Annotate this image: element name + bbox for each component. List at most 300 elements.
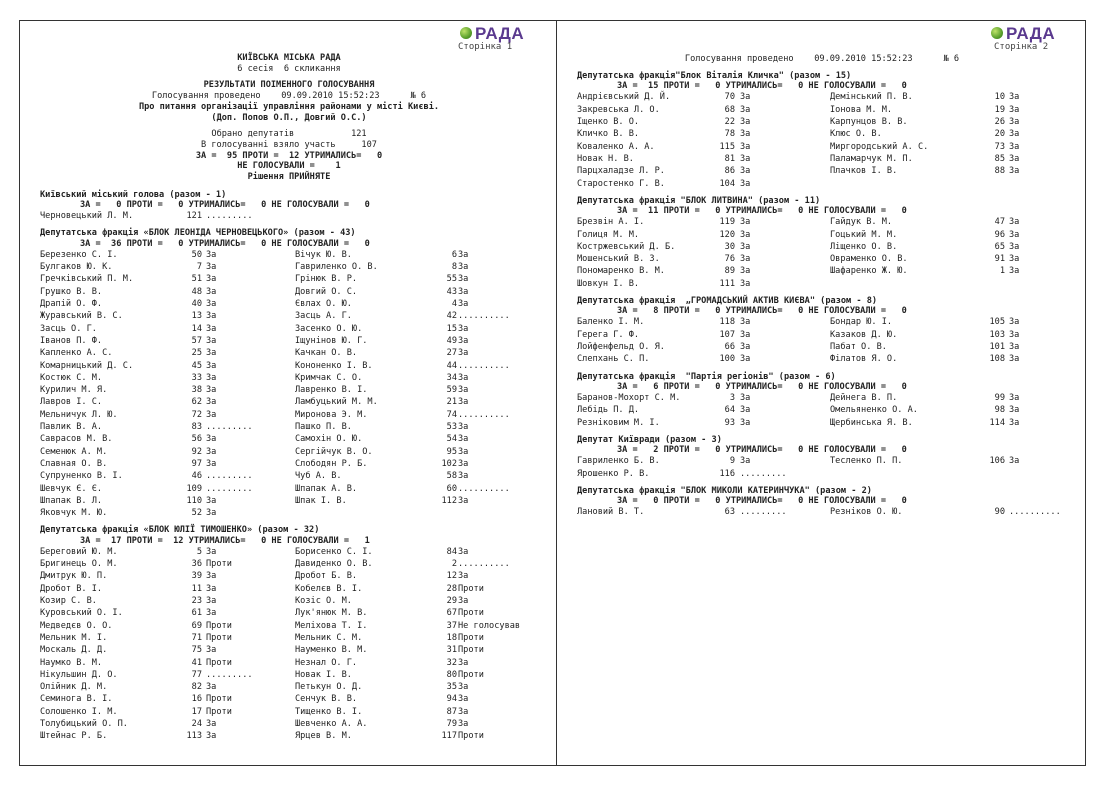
- deputy-name: Козіс О. М.: [295, 596, 352, 606]
- card-number: 15: [446, 323, 457, 334]
- deputy-name: Меліхова Т. І.: [295, 620, 368, 631]
- card-number: 19: [994, 104, 1005, 115]
- deputy-name: Гоцький М. М.: [830, 229, 898, 240]
- card-number: 52: [191, 508, 202, 519]
- deputy-name: Самохін О. Ю.: [295, 434, 363, 445]
- card-number: 40: [191, 299, 202, 309]
- card-number: 9: [729, 456, 735, 467]
- vote-result: За: [458, 335, 469, 346]
- card-number: 87: [446, 706, 457, 717]
- card-number: 37: [446, 620, 457, 631]
- card-number: 8: [451, 262, 457, 273]
- card-number: 47: [994, 217, 1005, 228]
- deputy-name: Кононенко І. В.: [295, 360, 373, 371]
- card-number: 54: [446, 434, 457, 445]
- card-number: 82: [191, 682, 202, 693]
- vote-result: За: [1009, 456, 1020, 467]
- deputy-name: Капленко А. С.: [40, 348, 113, 359]
- vote-result: За: [458, 596, 469, 606]
- deputy-name: Іонова М. М.: [830, 104, 893, 115]
- vote-result: За: [206, 731, 217, 742]
- vote-result: За: [458, 348, 469, 359]
- card-number: 20: [994, 129, 1005, 140]
- faction-title: Депутатська фракція "БЛОК ЛИТВИНА" (разом - 11): [577, 195, 821, 206]
- card-number: 71: [191, 632, 202, 643]
- vote-result: За: [458, 372, 469, 383]
- card-number: 63: [724, 507, 735, 518]
- deputy-name: Лановий В. Т.: [577, 507, 645, 518]
- vote-result: За: [206, 409, 217, 420]
- deputy-name: Ліщенко О. В.: [830, 241, 898, 252]
- header-line: Рішення ПРИЙНЯТЕ: [247, 172, 331, 182]
- vote-result: За: [458, 682, 469, 693]
- faction-vote-summary: ЗА = 15 ПРОТИ = 0 УТРИМАЛИСЬ= 0 НЕ ГОЛОСУВАЛИ = 0: [617, 81, 907, 92]
- deputy-name: Шевчук Є. Є.: [40, 483, 103, 494]
- vote-result: За: [1009, 229, 1020, 240]
- deputy-name: Саврасов М. В.: [40, 434, 113, 445]
- header-line: Голосування проведено 09.09.2010 15:52:23 № 6: [151, 91, 427, 102]
- header-line: РЕЗУЛЬТАТИ ПОІМЕННОГО ГОЛОСУВАННЯ: [203, 80, 375, 91]
- vote-result: За: [206, 682, 217, 693]
- vote-result: За: [740, 217, 751, 228]
- vote-result: .........: [206, 471, 253, 482]
- deputy-name: Голиця М. М.: [577, 229, 640, 240]
- deputy-name: Плачков І. В.: [830, 166, 898, 177]
- deputy-name: Науменко В. М.: [295, 645, 368, 656]
- vote-result: За: [740, 166, 751, 177]
- vote-result: Проти: [458, 608, 484, 619]
- card-number: 32: [446, 657, 457, 668]
- vote-result: За: [458, 323, 469, 334]
- vote-result: За: [206, 360, 217, 371]
- vote-result: За: [206, 311, 217, 322]
- deputy-name: Журавський В. С.: [40, 311, 123, 322]
- deputy-name: Дробот В. І.: [40, 583, 103, 594]
- vote-result: Проти: [206, 694, 232, 705]
- deputy-name: Березенко С. І.: [40, 249, 118, 260]
- deputy-name: Шафаренко Ж. Ю.: [830, 266, 908, 277]
- vote-result: За: [206, 596, 217, 606]
- deputy-name: Москаль Д. Д.: [40, 645, 108, 656]
- deputy-name: Бригинець О. М.: [40, 559, 118, 570]
- deputy-name: Лавров І. С.: [40, 397, 103, 408]
- deputy-name: Слободян Р. Б.: [295, 458, 368, 469]
- deputy-name: Іщенко В. О.: [577, 117, 640, 127]
- card-number: 116: [719, 468, 735, 479]
- deputy-name: Резніков О. Ю.: [830, 507, 903, 518]
- vote-result: За: [740, 141, 751, 152]
- deputy-name: Мельничук Л. Ю.: [40, 409, 118, 420]
- deputy-name: Давиденко О. В.: [295, 559, 373, 570]
- card-number: 108: [989, 354, 1005, 365]
- deputy-name: Демінський П. В.: [830, 92, 913, 103]
- card-number: 18: [446, 632, 457, 643]
- deputy-name: Кримчак С. О.: [295, 372, 363, 383]
- card-number: 48: [191, 286, 202, 297]
- vote-result: За: [740, 229, 751, 240]
- vote-result: За: [206, 299, 217, 309]
- deputy-name: Пашко П. В.: [295, 422, 352, 432]
- vote-result: За: [458, 422, 469, 432]
- vote-result: ..........: [458, 360, 510, 371]
- deputy-name: Довгий О. С.: [295, 286, 358, 297]
- deputy-name: Незнал О. Г.: [295, 657, 358, 668]
- card-number: 99: [994, 393, 1005, 403]
- vote-result: За: [1009, 92, 1020, 103]
- deputy-name: Наумко В. М.: [40, 657, 103, 668]
- card-number: 112: [441, 495, 457, 506]
- deputy-name: Козир С. В.: [40, 596, 97, 606]
- card-number: 43: [446, 286, 457, 297]
- card-number: 23: [191, 596, 202, 606]
- card-number: 95: [446, 446, 457, 457]
- vote-result: За: [1009, 141, 1020, 152]
- card-number: 115: [719, 141, 735, 152]
- deputy-name: Брезвін А. І.: [577, 217, 645, 228]
- card-number: 76: [724, 254, 735, 265]
- card-number: 34: [446, 372, 457, 383]
- card-number: 79: [446, 719, 457, 729]
- vote-result: За: [740, 342, 751, 352]
- deputy-name: Вічук Ю. В.: [295, 249, 352, 260]
- deputy-name: Засць О. Г.: [40, 323, 97, 334]
- deputy-name: Дробот Б. В.: [295, 571, 358, 582]
- deputy-name: Ярцев В. М.: [295, 731, 352, 742]
- deputy-name: Драпій О. Ф.: [40, 299, 103, 309]
- card-number: 11: [191, 583, 202, 594]
- card-number: 53: [446, 422, 457, 432]
- deputy-name: Супруненко В. І.: [40, 471, 123, 482]
- card-number: 68: [724, 104, 735, 115]
- deputy-name: Шовкун І. В.: [577, 278, 640, 289]
- deputy-name: Гречківський П. М.: [40, 274, 134, 285]
- vote-result: Проти: [206, 559, 232, 570]
- vote-result: За: [458, 657, 469, 668]
- faction-title: Депутат Київради (разом - 3): [577, 434, 722, 445]
- card-number: 14: [191, 323, 202, 334]
- card-number: 106: [989, 456, 1005, 467]
- faction-title: Депутатська фракція «БЛОК ЛЕОНІДА ЧЕРНОВЕЦЬКОГО» (разом - 43): [40, 228, 356, 239]
- deputy-name: Олійник Д. М.: [40, 682, 108, 693]
- vote-result: За: [740, 278, 751, 289]
- vote-result: За: [740, 317, 751, 328]
- deputy-name: Пабат О. В.: [830, 342, 887, 352]
- card-number: 60: [446, 483, 457, 494]
- card-number: 26: [994, 117, 1005, 127]
- vote-result: За: [458, 397, 469, 408]
- vote-result: Проти: [458, 669, 484, 680]
- vote-result: За: [206, 274, 217, 285]
- card-number: 114: [989, 417, 1005, 428]
- card-number: 117: [441, 731, 457, 742]
- card-number: 85: [994, 153, 1005, 164]
- card-number: 31: [446, 645, 457, 656]
- vote-result: За: [458, 299, 469, 309]
- deputy-name: Дейнега В. П.: [830, 393, 898, 403]
- deputy-name: Борисенко С. І.: [295, 546, 373, 557]
- card-number: 12: [446, 571, 457, 582]
- card-number: 91: [994, 254, 1005, 265]
- vote-result: .........: [740, 507, 787, 518]
- vote-result: За: [206, 335, 217, 346]
- vote-result: .........: [740, 468, 787, 479]
- vote-result: За: [740, 405, 751, 416]
- deputy-name: Петькун О. Д.: [295, 682, 363, 693]
- deputy-name: Резніковим М. І.: [577, 417, 660, 428]
- deputy-name: Пономаренко В. М.: [577, 266, 665, 277]
- card-number: 67: [446, 608, 457, 619]
- deputy-name: Береговий Ю. М.: [40, 546, 118, 557]
- vote-result: За: [206, 458, 217, 469]
- card-number: 77: [191, 669, 202, 680]
- deputy-name: Баленко І. М.: [577, 317, 645, 328]
- vote-result: ..........: [458, 483, 510, 494]
- deputy-name: Мельник С. М.: [295, 632, 363, 643]
- vote-result: За: [740, 117, 751, 127]
- deputy-name: Комарницький Д. С.: [40, 360, 134, 371]
- faction-title: Депутатська фракція"Блок Віталія Кличка" (разом - 15): [577, 71, 852, 81]
- faction-title: Депутатська фракція «БЛОК ЮЛІЇ ТИМОШЕНКО» (разом - 32): [40, 525, 320, 536]
- card-number: 21: [446, 397, 457, 408]
- deputy-name: Герега Г. Ф.: [577, 329, 640, 340]
- card-number: 2: [451, 559, 457, 570]
- vote-result: За: [1009, 117, 1020, 127]
- vote-result: За: [1009, 129, 1020, 140]
- card-number: 49: [446, 335, 457, 346]
- vote-result: ..........: [1009, 507, 1061, 518]
- vote-result: Проти: [458, 731, 484, 742]
- vote-result: За: [458, 719, 469, 729]
- card-number: 86: [724, 166, 735, 177]
- vote-result: За: [740, 393, 751, 403]
- deputy-name: Ярошенко Р. В.: [577, 468, 650, 479]
- faction-vote-summary: ЗА = 0 ПРОТИ = 0 УТРИМАЛИСЬ= 0 НЕ ГОЛОСУВАЛИ = 0: [80, 199, 370, 210]
- deputy-name: Іщунінов Ю. Г.: [295, 335, 368, 346]
- vote-result: За: [206, 372, 217, 383]
- vote-result: За: [1009, 329, 1020, 340]
- vote-result: За: [1009, 266, 1020, 277]
- card-number: 102: [441, 458, 457, 469]
- card-number: 104: [719, 178, 735, 189]
- deputy-name: Дмитрук Ю. П.: [40, 571, 108, 582]
- vote-result: За: [206, 262, 217, 273]
- card-number: 119: [719, 217, 735, 228]
- deputy-name: Гавриленко Б. В.: [577, 456, 660, 467]
- card-number: 5: [196, 546, 202, 557]
- card-number: 50: [191, 249, 202, 260]
- card-number: 88: [994, 166, 1005, 177]
- card-number: 121: [186, 211, 202, 222]
- card-number: 66: [724, 342, 735, 352]
- vote-result: За: [458, 249, 469, 260]
- deputy-name: Яковчук М. Ю.: [40, 508, 108, 519]
- card-number: 55: [446, 274, 457, 285]
- header-line: КИЇВСЬКА МІСЬКА РАДА: [237, 53, 341, 63]
- deputy-name: Шпапак В. Л.: [40, 495, 103, 506]
- deputy-name: Новак І. В.: [295, 669, 352, 680]
- deputy-name: Мельник М. І.: [40, 632, 108, 643]
- deputy-name: Карпунцов В. В.: [830, 117, 908, 127]
- card-number: 92: [191, 446, 202, 457]
- vote-result: За: [740, 254, 751, 265]
- card-number: 69: [191, 620, 202, 631]
- vote-result: За: [206, 645, 217, 656]
- vote-result: За: [740, 456, 751, 467]
- faction-title: Депутатська фракція „ГРОМАДСЬКИЙ АКТИВ КИЄВА" (разом - 8): [577, 296, 878, 306]
- header-line: (Доп. Попов О.П., Довгий О.С.): [211, 112, 367, 123]
- header-line: В голосуванні взяло участь 107: [201, 139, 377, 150]
- vote-result: За: [1009, 241, 1020, 252]
- vote-result: Проти: [206, 620, 232, 631]
- card-number: 38: [191, 385, 202, 396]
- card-number: 45: [191, 360, 202, 371]
- deputy-name: Славная О. В.: [40, 458, 108, 469]
- deputy-name: Нікульшин Д. О.: [40, 669, 118, 680]
- vote-result: За: [1009, 354, 1020, 365]
- deputy-name: Філатов Я. О.: [830, 354, 898, 365]
- card-number: 39: [191, 571, 202, 582]
- vote-result: За: [740, 92, 751, 103]
- deputy-name: Солошенко І. М.: [40, 706, 118, 717]
- deputy-name: Євлах О. Ю.: [295, 299, 352, 309]
- deputy-name: Паламарчук М. П.: [830, 153, 913, 164]
- vote-result: За: [1009, 317, 1020, 328]
- faction-vote-summary: ЗА = 2 ПРОТИ = 0 УТРИМАЛИСЬ= 0 НЕ ГОЛОСУВАЛИ = 0: [617, 445, 907, 456]
- card-number: 4: [451, 299, 457, 309]
- card-number: 97: [191, 458, 202, 469]
- deputy-name: Новак Н. В.: [577, 153, 634, 164]
- card-number: 78: [724, 129, 735, 140]
- vote-result: За: [206, 286, 217, 297]
- card-number: 51: [191, 274, 202, 285]
- deputy-name: Черновецький Л. М.: [40, 211, 134, 222]
- rada-logo: [991, 24, 1055, 44]
- deputy-name: Костржевський Д. Б.: [577, 241, 676, 252]
- vote-result: За: [458, 434, 469, 445]
- deputy-name: Семенюк А. М.: [40, 446, 108, 457]
- card-number: 94: [446, 694, 457, 705]
- card-number: 98: [994, 405, 1005, 416]
- header-line: Обрано депутатів 121: [211, 129, 367, 140]
- deputy-name: Парцхаладзе Л. Р.: [577, 166, 665, 177]
- card-number: 96: [994, 229, 1005, 240]
- vote-result: За: [458, 262, 469, 273]
- deputy-name: Миргородський А. С.: [830, 141, 929, 152]
- vote-result: ..........: [458, 311, 510, 322]
- vote-result: За: [740, 266, 751, 277]
- vote-result: За: [206, 323, 217, 334]
- card-number: 58: [446, 471, 457, 482]
- deputy-name: Засенко О. Ю.: [295, 323, 363, 334]
- card-number: 70: [724, 92, 735, 103]
- document-page-2: [556, 20, 1086, 766]
- card-number: 80: [446, 669, 457, 680]
- card-number: 75: [191, 645, 202, 656]
- rada-logo-icon: [991, 27, 1003, 39]
- vote-result: За: [206, 571, 217, 582]
- vote-result: За: [206, 508, 217, 519]
- vote-result: ..........: [458, 559, 510, 570]
- deputy-name: Мошенський В. З.: [577, 254, 660, 265]
- faction-title: Київський міський голова (разом - 1): [40, 189, 227, 200]
- deputy-name: Миронова Э. М.: [295, 409, 368, 420]
- deputy-name: Лойфенфельд О. Я.: [577, 342, 665, 352]
- deputy-name: Коваленко А. А.: [577, 141, 655, 152]
- vote-result: За: [740, 129, 751, 140]
- card-number: 83: [191, 422, 202, 432]
- deputy-name: Толубицький О. П.: [40, 719, 128, 729]
- card-number: 105: [989, 317, 1005, 328]
- card-number: 107: [719, 329, 735, 340]
- deputy-name: Чуб А. В.: [295, 471, 342, 482]
- vote-result: За: [458, 446, 469, 457]
- page-number: Сторінка 2: [994, 42, 1049, 52]
- deputy-name: Омельяненко О. А.: [830, 405, 918, 416]
- deputy-name: Шпак І. В.: [295, 495, 347, 506]
- card-number: 59: [446, 385, 457, 396]
- card-number: 42: [446, 311, 457, 322]
- card-number: 44: [446, 360, 457, 371]
- vote-result: За: [458, 458, 469, 469]
- card-number: 103: [989, 329, 1005, 340]
- deputy-name: Шевченко А. А.: [295, 719, 368, 729]
- deputy-name: Тесленко П. П.: [830, 456, 903, 467]
- vote-result: За: [458, 495, 469, 506]
- card-number: 57: [191, 335, 202, 346]
- deputy-name: Сенчук В. В.: [295, 694, 358, 705]
- vote-result: За: [206, 397, 217, 408]
- vote-result: ..........: [458, 409, 510, 420]
- card-number: 35: [446, 682, 457, 693]
- deputy-name: Кличко В. В.: [577, 129, 640, 140]
- deputy-name: Кобелєв В. І.: [295, 583, 363, 594]
- vote-result: За: [740, 104, 751, 115]
- deputy-name: Медведєв О. О.: [40, 620, 113, 631]
- faction-vote-summary: ЗА = 6 ПРОТИ = 0 УТРИМАЛИСЬ= 0 НЕ ГОЛОСУВАЛИ = 0: [617, 381, 907, 392]
- vote-result: За: [206, 546, 217, 557]
- card-number: 1: [999, 266, 1005, 277]
- vote-result: За: [740, 354, 751, 365]
- vote-result: За: [1009, 405, 1020, 416]
- card-number: 27: [446, 348, 457, 359]
- faction-title: Депутатська фракція "Партія регіонів" (разом - 6): [577, 371, 836, 382]
- card-number: 17: [191, 706, 202, 717]
- vote-result: За: [458, 694, 469, 705]
- deputy-name: Закревська Л. О.: [577, 104, 660, 115]
- card-number: 10: [994, 92, 1005, 103]
- deputy-name: Сергійчук В. О.: [295, 446, 373, 457]
- vote-result: За: [740, 417, 751, 428]
- deputy-name: Костюк С. М.: [40, 372, 103, 383]
- vote-result: За: [458, 571, 469, 582]
- card-number: 101: [989, 342, 1005, 352]
- vote-result: За: [458, 274, 469, 285]
- deputy-name: Шпапак А. В.: [295, 483, 358, 494]
- vote-result: Проти: [458, 632, 484, 643]
- vote-result: Проти: [458, 583, 484, 594]
- deputy-name: Гайдук В. М.: [830, 217, 893, 228]
- deputy-name: Курилич М. Я.: [40, 385, 108, 396]
- deputy-name: Семинога В. І.: [40, 694, 113, 705]
- card-number: 109: [186, 483, 202, 494]
- card-number: 29: [446, 596, 457, 606]
- header-line: 6 сесія 6 скликання: [237, 63, 341, 74]
- card-number: 110: [186, 495, 202, 506]
- deputy-name: Ламбуцький М. М.: [295, 397, 378, 408]
- card-number: 56: [191, 434, 202, 445]
- card-number: 36: [191, 559, 202, 570]
- rada-logo-icon: [460, 27, 472, 39]
